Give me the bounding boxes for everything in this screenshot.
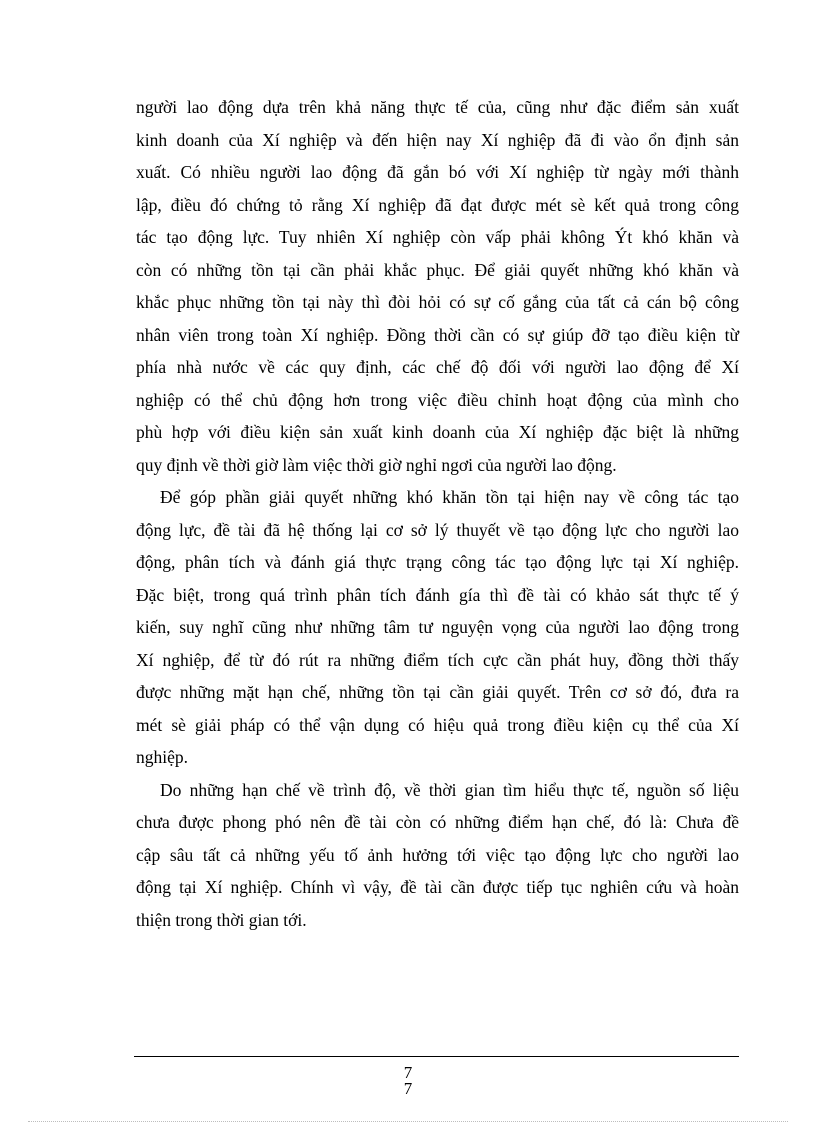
text-line: nhân viên trong toàn Xí nghiệp. Đồng thời cần có sự giúp đỡ tạo điều kiện từ — [136, 324, 739, 345]
page-bottom-border — [28, 1121, 788, 1122]
text-line: Để góp phần giải quyết những khó khăn tồn tại hiện nay về công tác tạo — [160, 487, 739, 507]
text-line: nghiệp có thể chủ động hơn trong việc điều chỉnh hoạt động của mình cho — [136, 389, 739, 410]
text-line: phù hợp với điều kiện sản xuất kinh doanh của Xí nghiệp đặc biệt là những — [136, 422, 739, 442]
page-number-duplicate: 7 — [403, 1079, 413, 1098]
text-line: lập, điều đó chứng tỏ rằng Xí nghiệp đã đạt được mét sè kết quả trong công — [136, 194, 739, 215]
text-line: cập sâu tất cả những yếu tố ảnh hưởng tới việc tạo động lực cho người lao — [136, 844, 739, 865]
text-line: động tại Xí nghiệp. Chính vì vậy, đề tài cần được tiếp tục nghiên cứu và hoàn — [136, 877, 739, 897]
text-line: còn có những tồn tại cần phải khắc phục. Để giải quyết những khó khăn và — [136, 259, 739, 280]
body-text — [136, 91, 739, 936]
text-line: Đặc biệt, trong quá trình phân tích đánh gía thì đề tài có khảo sát thực tế ý — [136, 584, 739, 605]
text-line: động, phân tích và đánh giá thực trạng công tác tạo động lực tại Xí nghiệp. — [136, 552, 739, 572]
text-line: được những mặt hạn chế, những tồn tại cần giải quyết. Trên cơ sở đó, đưa ra — [136, 682, 739, 702]
text-line: khắc phục những tồn tại này thì đòi hỏi có sự cố gắng của tất cả cán bộ công — [136, 292, 739, 312]
footer-divider — [134, 1056, 739, 1057]
text-line: kinh doanh của Xí nghiệp và đến hiện nay Xí nghiệp đã đi vào ổn định sản — [136, 129, 739, 150]
text-line: tác tạo động lực. Tuy nhiên Xí nghiệp còn vấp phải không Ýt khó khăn và — [136, 227, 739, 247]
text-line: chưa được phong phó nên đề tài còn có những điểm hạn chế, đó là: Chưa đề — [136, 812, 739, 832]
page-number: 7 — [403, 1063, 413, 1082]
text-line: động lực, đề tài đã hệ thống lại cơ sở lý thuyết về tạo động lực cho người lao — [136, 519, 739, 540]
text-line: quy định về thời giờ làm việc thời giờ nghỉ ngơi của người lao động. — [136, 454, 617, 475]
text-line: thiện trong thời gian tới. — [136, 909, 307, 930]
text-line: xuất. Có nhiều người lao động đã gắn bó với Xí nghiệp từ ngày mới thành — [136, 162, 739, 182]
paragraph-1 — [136, 91, 739, 481]
paragraph-2 — [136, 481, 739, 774]
text-line: người lao động dựa trên khả năng thực tế của, cũng như đặc điểm sản xuất — [136, 97, 739, 117]
text-line: kiến, suy nghĩ cũng như những tâm tư nguyện vọng của người lao động trong — [136, 617, 739, 637]
text-line: Do những hạn chế về trình độ, về thời gian tìm hiểu thực tế, nguồn số liệu — [160, 779, 739, 800]
text-line: Xí nghiệp, để từ đó rút ra những điểm tích cực cần phát huy, đồng thời thấy — [136, 649, 739, 670]
text-line: nghiệp. — [136, 747, 189, 767]
text-line: mét sè giải pháp có thể vận dụng có hiệu quả trong điều kiện cụ thể của Xí — [136, 714, 739, 735]
text-line: phía nhà nước về các quy định, các chế độ đối với người lao động để Xí — [136, 357, 739, 377]
paragraph-3 — [136, 774, 739, 937]
